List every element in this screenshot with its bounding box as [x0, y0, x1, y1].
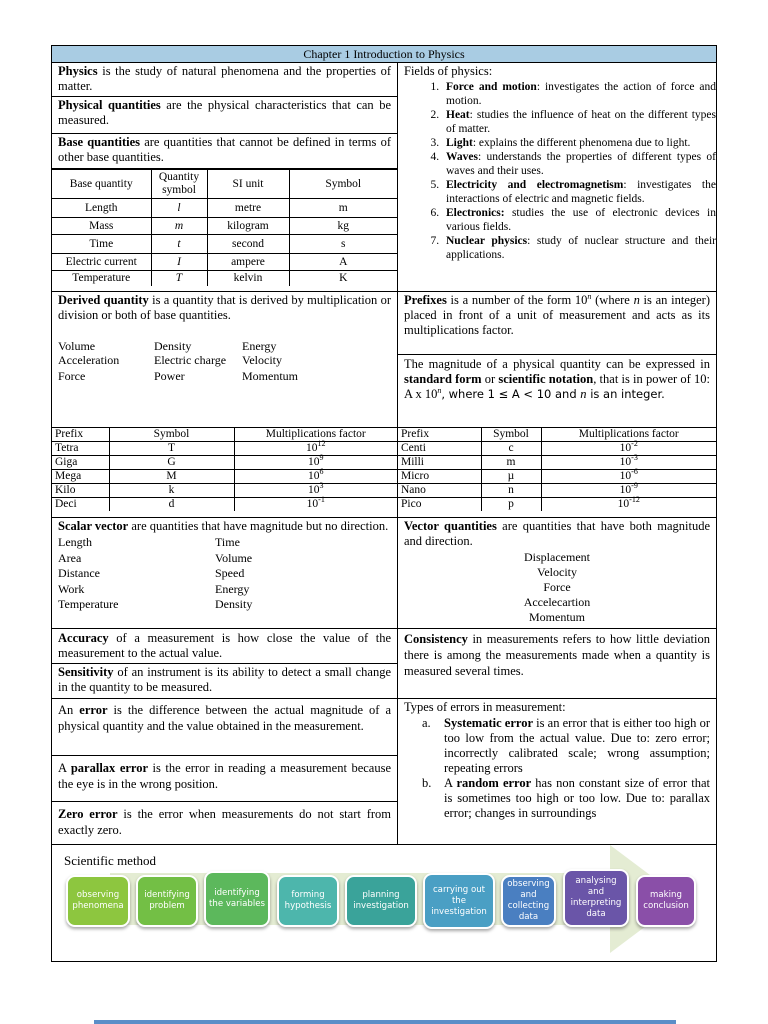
derived-quantity-list	[52, 339, 397, 383]
fields-list	[398, 80, 716, 262]
process-step: making conclusion	[636, 875, 696, 927]
list-item: 6. Electronics: studies the use of electronic devices in various fields.	[442, 206, 716, 234]
list-item: Density	[215, 597, 253, 611]
list-item: Energy	[242, 339, 277, 353]
prefixes-column	[398, 292, 716, 427]
zero-error-definition: Zero error is the error when measurements do not start from exactly zero.	[58, 807, 391, 837]
table-row: Kilo k $10^3$	[52, 484, 397, 498]
table-row: Micro µ $10^{-6}$	[398, 470, 716, 484]
table-header: Quantity symbol	[151, 170, 207, 199]
fields-column	[398, 63, 716, 291]
list-item: Work	[58, 581, 85, 596]
summary-sheet	[51, 45, 717, 962]
prefix-table-left-wrap	[52, 428, 398, 517]
table-row: Nano n $10^{-9}$	[398, 484, 716, 498]
list-item: 1. Force and motion: investigates the action of force and motion.	[442, 80, 716, 108]
list-item: Momentum	[529, 610, 585, 624]
list-item: Acceleration	[58, 353, 120, 367]
table-row: Electric current I ampere A	[52, 254, 397, 271]
list-item: 7. Nuclear physics: study of nuclear structure and their applications.	[442, 234, 716, 262]
chapter-title: Chapter 1 Introduction to Physics	[52, 46, 716, 63]
list-item: a. Systematic error is an error that is either too high or too low from the actual value. Due to: zero error; incorrectly calibrated scale; wrong assumption; repeating errors	[422, 716, 710, 775]
list-item: 3. Light: explains the different phenomena due to light.	[442, 136, 716, 150]
errors-column	[52, 699, 398, 844]
list-item: Time	[215, 535, 240, 549]
process-step: identifying the variables	[204, 871, 270, 927]
table-header: SI unit	[207, 170, 289, 199]
sensitivity-definition: Sensitivity of an instrument is its ability to detect a small change in the quantity to be measured.	[58, 665, 391, 694]
list-item: Power	[154, 369, 185, 383]
table-header: Base quantity	[52, 170, 151, 199]
row-basics	[52, 63, 716, 292]
standard-form-definition: The magnitude of a physical quantity can be expressed in standard form or scientific notation, that is in power of 10: A x 10$^n$, where 1 ≤ A < 10 and n is an integer.	[404, 357, 710, 401]
consistency-definition: Consistency in measurements refers to how little deviation there is among the measurements made when a quantity is measured several times.	[404, 632, 710, 678]
list-item: Force	[58, 369, 86, 383]
parallax-error-definition: A parallax error is the error in reading a measurement because the eye is in the wrong position.	[52, 756, 397, 802]
derived-column	[52, 292, 398, 427]
accuracy-definition: Accuracy of a measurement is how close the value of the measurement to the actual value.	[52, 629, 397, 664]
list-item: 5. Electricity and electromagnetism: investigates the interactions of electric and magnetic fields.	[442, 178, 716, 206]
accuracy-column	[52, 629, 398, 698]
list-item: Temperature	[58, 597, 119, 611]
row-errors	[52, 699, 716, 845]
process-step: carrying out the investigation	[423, 873, 495, 929]
process-step: identifying problem	[136, 875, 198, 927]
process-step: observing phenomena	[66, 875, 130, 927]
error-types-column	[398, 699, 716, 844]
list-item: Speed	[215, 566, 245, 580]
derived-definition: Derived quantity is a quantity that is derived by multiplication or division or both of base quantities.	[58, 293, 391, 322]
prefixes-definition: Prefixes is a number of the form 10$^n$ (where n is an integer) placed in front of a unit of measurement and acts as its multiplications factor.	[398, 292, 716, 355]
vector-list	[398, 550, 716, 625]
basics-column	[52, 63, 398, 291]
error-types-heading: Types of errors in measurement:	[404, 700, 566, 714]
scientific-method-label: Scientific method	[64, 853, 157, 868]
table-row: Giga G $10^9$	[52, 456, 397, 470]
table-row: Time t second s	[52, 235, 397, 254]
list-item: Distance	[58, 566, 100, 580]
list-item: Momentum	[242, 369, 298, 383]
table-row: Temperature T kelvin K	[52, 271, 397, 286]
table-header: Symbol	[289, 170, 397, 199]
row-prefix-tables	[52, 428, 716, 518]
process-step: analysing and interpreting data	[563, 869, 629, 927]
list-item: Density	[154, 339, 192, 353]
process-step: planning investigation	[345, 875, 417, 927]
physical-quantities-definition: Physical quantities are the physical characteristics that can be measured.	[52, 97, 397, 134]
row-derived	[52, 292, 716, 428]
list-item: Energy	[215, 581, 250, 596]
base-quantities-definition: Base quantities are quantities that cannot be defined in terms of other base quantities.	[52, 134, 397, 169]
scientific-method-section	[52, 845, 716, 953]
fields-heading: Fields of physics:	[404, 64, 493, 78]
error-types-list	[398, 716, 716, 821]
prefix-table-right: Prefix Symbol Multiplications factor Centi c $10^{-2}$ Milli m $10^{-3}$ Micro µ $10^{-6}$ Nano n $10^{-9}$ Pico p $10^{-12}$	[398, 428, 716, 511]
table-row: Milli m $10^{-3}$	[398, 456, 716, 470]
process-step: forming hypothesis	[277, 875, 339, 927]
process-step: observing and collecting data	[501, 875, 556, 927]
table-row: Centi c $10^{-2}$	[398, 442, 716, 456]
list-item: 4. Waves: understands the properties of different types of waves and their uses.	[442, 150, 716, 178]
scalar-definition: Scalar vector are quantities that have magnitude but no direction.	[58, 519, 389, 533]
list-item: Volume	[215, 550, 253, 565]
row-accuracy	[52, 629, 716, 699]
vector-definition: Vector quantities are quantities that have both magnitude and direction.	[404, 519, 710, 548]
table-row: Mega M $10^6$	[52, 470, 397, 484]
list-item: Velocity	[242, 353, 282, 367]
table-row: Pico p $10^{-12}$	[398, 498, 716, 512]
footer-rule	[94, 1020, 676, 1024]
consistency-column	[398, 629, 716, 698]
base-quantity-table	[52, 169, 397, 286]
table-row: Deci d $10^{-1}$	[52, 498, 397, 512]
prefix-table-left: Prefix Symbol Multiplications factor Tetra T $10^{12}$ Giga G $10^9$ Mega M $10^6$ Kilo k $10^3$ Deci d $10^{-1}$	[52, 428, 397, 511]
scalar-column	[52, 518, 398, 628]
table-row: Tetra T $10^{12}$	[52, 442, 397, 456]
list-item: 2. Heat: studies the influence of heat on the different types of matter.	[442, 108, 716, 136]
table-row: Mass m kilogram kg	[52, 218, 397, 235]
row-scalar-vector	[52, 518, 716, 629]
physics-definition: Physics is the study of natural phenomena and the properties of matter.	[52, 63, 397, 97]
list-item: Length	[58, 535, 92, 549]
scalar-list	[52, 535, 397, 613]
list-item: Force	[543, 580, 571, 594]
table-row: Length l metre m	[52, 199, 397, 218]
list-item: Velocity	[537, 565, 577, 579]
list-item: Volume	[58, 339, 96, 353]
error-definition: An error is the difference between the actual magnitude of a physical quantity and the value obtained in the measurement.	[52, 699, 397, 756]
list-item: Area	[58, 550, 82, 565]
list-item: Electric charge	[154, 353, 227, 367]
list-item: b. A random error has non constant size of error that is sometimes too high or too low. Due to: parallax error; changes in surroundings	[422, 776, 710, 820]
list-item: Displacement	[524, 550, 590, 564]
vector-column	[398, 518, 716, 628]
list-item: Accelecartion	[523, 595, 591, 609]
prefix-table-right-wrap	[398, 428, 716, 517]
